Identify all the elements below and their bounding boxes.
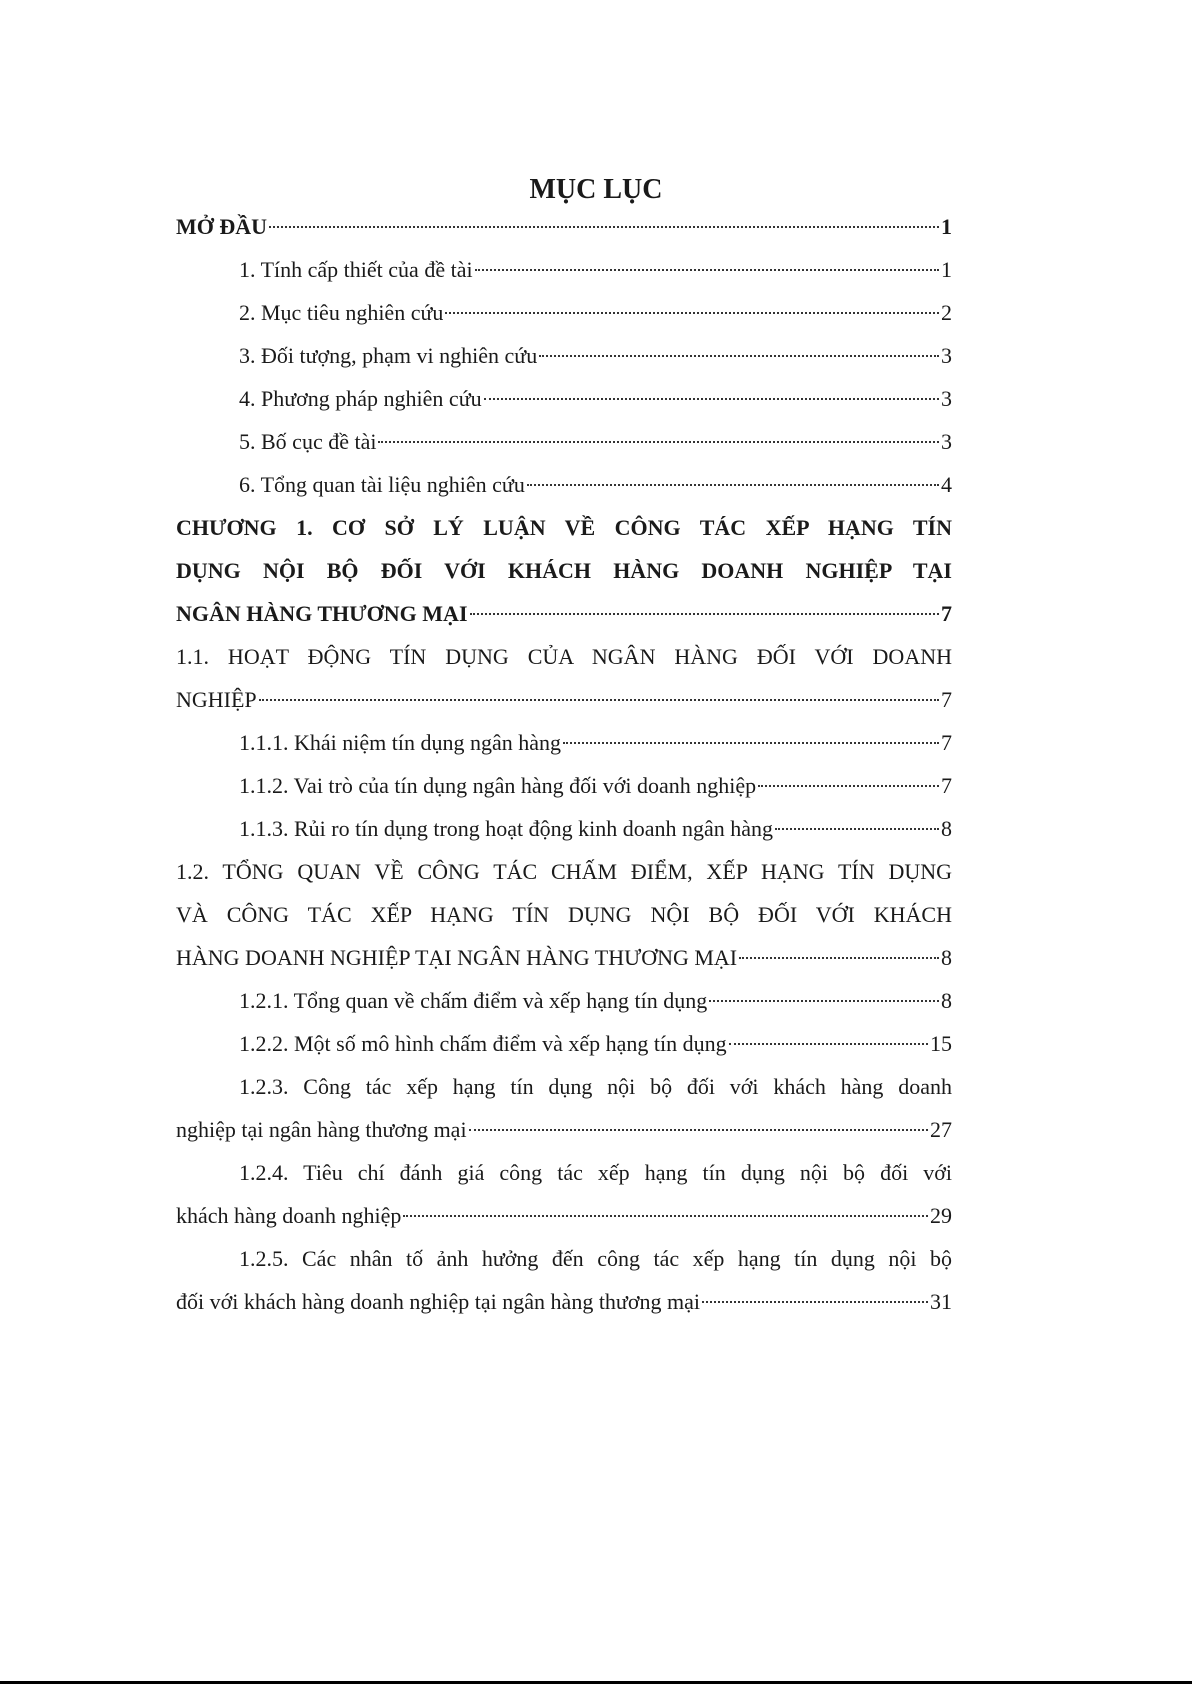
toc-entry-leader-line [176, 420, 952, 463]
toc-entry[interactable] [176, 463, 952, 506]
dot-leader [259, 699, 939, 701]
toc-page-number: 7 [941, 730, 952, 755]
toc-page-number: 3 [941, 343, 952, 368]
toc-entry-line: 1.2.4. Tiêu chí đánh giá công tác xếp hạng tín dụng nội bộ đối với [239, 1160, 952, 1185]
toc-page-number: 15 [930, 1031, 952, 1056]
dot-leader [470, 613, 940, 615]
toc-entry-leader-line [176, 678, 952, 721]
dot-leader [475, 269, 939, 271]
toc-entry-leader-line [176, 248, 952, 291]
toc-entry-leader-line [176, 1194, 952, 1237]
toc-entry[interactable] [176, 377, 952, 420]
toc-entry-leader-line [176, 807, 952, 850]
toc-page-number: 3 [941, 429, 952, 454]
toc-entry-leader-line [176, 291, 952, 334]
dot-leader [702, 1301, 928, 1303]
dot-leader [539, 355, 939, 357]
toc-entry-title: NGÂN HÀNG THƯƠNG MẠI [176, 601, 468, 626]
toc-entry[interactable] [176, 506, 952, 635]
toc-entry-title: 6. Tổng quan tài liệu nghiên cứu [239, 472, 525, 497]
toc-page-number: 8 [941, 816, 952, 841]
page-bottom-border [0, 1681, 1192, 1684]
toc-entry-leader-line [176, 936, 952, 979]
toc-entry-title: đối với khách hàng doanh nghiệp tại ngân hàng thương mại [176, 1289, 700, 1314]
toc-entry-line: 1.2.5. Các nhân tố ảnh hưởng đến công tác xếp hạng tín dụng nội bộ [239, 1246, 952, 1271]
toc-entry[interactable] [176, 721, 952, 764]
toc-page-number: 7 [941, 601, 952, 626]
toc-entry-leader-line [176, 1022, 952, 1065]
toc-entry-leader-line [176, 979, 952, 1022]
toc-entry-title: 1.2.2. Một số mô hình chấm điểm và xếp hạng tín dụng [239, 1031, 727, 1056]
toc-entry[interactable] [176, 850, 952, 979]
dot-leader [775, 828, 939, 830]
toc-entry-title: nghiệp tại ngân hàng thương mại [176, 1117, 467, 1142]
toc-page-number: 7 [941, 773, 952, 798]
toc-entry-line: 1.2.3. Công tác xếp hạng tín dụng nội bộ đối với khách hàng doanh [239, 1074, 952, 1099]
table-of-contents [176, 205, 952, 1323]
toc-entry-leader-line [176, 463, 952, 506]
toc-entry-leader-line [176, 334, 952, 377]
toc-page-number: 1 [941, 257, 952, 282]
toc-entry[interactable] [176, 1237, 952, 1323]
toc-page-number: 7 [941, 687, 952, 712]
toc-entry-title: 1.1.3. Rủi ro tín dụng trong hoạt động kinh doanh ngân hàng [239, 816, 774, 841]
toc-entry-title: 5. Bố cục đề tài [239, 429, 377, 454]
toc-entry-leader-line [176, 721, 952, 764]
toc-entry-title: 1.1.2. Vai trò của tín dụng ngân hàng đối với doanh nghiệp [239, 773, 757, 798]
toc-entry[interactable] [176, 420, 952, 463]
dot-leader [758, 785, 939, 787]
toc-entry-leader-line [176, 764, 952, 807]
toc-entry-title: 3. Đối tượng, phạm vi nghiên cứu [239, 343, 538, 368]
toc-entry-title: 2. Mục tiêu nghiên cứu [239, 300, 444, 325]
toc-entry-title: HÀNG DOANH NGHIỆP TẠI NGÂN HÀNG THƯƠNG MẠI [176, 945, 738, 970]
dot-leader [378, 441, 939, 443]
dot-leader [563, 742, 939, 744]
dot-leader [469, 1129, 928, 1131]
toc-entry-leader-line [176, 1108, 952, 1151]
toc-entry[interactable] [176, 291, 952, 334]
toc-entry-title: 1.2.1. Tổng quan về chấm điểm và xếp hạng tín dụng [239, 988, 708, 1013]
toc-entry-line: 1.2. TỔNG QUAN VỀ CÔNG TÁC CHẤM ĐIỂM, XẾP HẠNG TÍN DỤNG [176, 859, 952, 884]
toc-entry-title: MỞ ĐẦU [176, 214, 268, 239]
toc-page-number: 8 [941, 945, 952, 970]
toc-page-number: 27 [930, 1117, 952, 1142]
dot-leader [709, 1000, 939, 1002]
dot-leader [739, 957, 939, 959]
toc-page-number: 29 [930, 1203, 952, 1228]
toc-entry[interactable] [176, 248, 952, 291]
toc-page-number: 1 [941, 214, 952, 239]
dot-leader [445, 312, 939, 314]
toc-entry-line: 1.1. HOẠT ĐỘNG TÍN DỤNG CỦA NGÂN HÀNG ĐỐI VỚI DOANH [176, 644, 952, 669]
toc-entry-title: khách hàng doanh nghiệp [176, 1203, 402, 1228]
page-title: MỤC LỤC [529, 174, 663, 205]
toc-entry[interactable] [176, 1151, 952, 1237]
toc-entry-title: 1.1.1. Khái niệm tín dụng ngân hàng [239, 730, 562, 755]
toc-entry[interactable] [176, 205, 952, 248]
dot-leader [269, 226, 939, 228]
toc-entry[interactable] [176, 764, 952, 807]
toc-entry[interactable] [176, 1065, 952, 1151]
toc-page-number: 4 [941, 472, 952, 497]
toc-entry-title: 1. Tính cấp thiết của đề tài [239, 257, 473, 282]
dot-leader [527, 484, 939, 486]
toc-page-number: 8 [941, 988, 952, 1013]
dot-leader [403, 1215, 928, 1217]
toc-page-number: 3 [941, 386, 952, 411]
dot-leader [484, 398, 939, 400]
toc-entry-leader-line [176, 1280, 952, 1323]
toc-page-number: 31 [930, 1289, 952, 1314]
toc-entry-leader-line [176, 592, 952, 635]
toc-entry[interactable] [176, 979, 952, 1022]
toc-entry[interactable] [176, 334, 952, 377]
toc-entry-leader-line [176, 205, 952, 248]
dot-leader [729, 1043, 928, 1045]
toc-entry[interactable] [176, 1022, 952, 1065]
toc-entry-line: VÀ CÔNG TÁC XẾP HẠNG TÍN DỤNG NỘI BỘ ĐỐI VỚI KHÁCH [176, 902, 952, 927]
toc-page-number: 2 [941, 300, 952, 325]
toc-entry-line: CHƯƠNG 1. CƠ SỞ LÝ LUẬN VỀ CÔNG TÁC XẾP HẠNG TÍN [176, 515, 952, 540]
toc-entry-title: 4. Phương pháp nghiên cứu [239, 386, 482, 411]
toc-entry-leader-line [176, 377, 952, 420]
toc-entry-line: DỤNG NỘI BỘ ĐỐI VỚI KHÁCH HÀNG DOANH NGHIỆP TẠI [176, 558, 952, 583]
toc-entry[interactable] [176, 635, 952, 721]
toc-entry[interactable] [176, 807, 952, 850]
toc-entry-title: NGHIỆP [176, 687, 257, 712]
